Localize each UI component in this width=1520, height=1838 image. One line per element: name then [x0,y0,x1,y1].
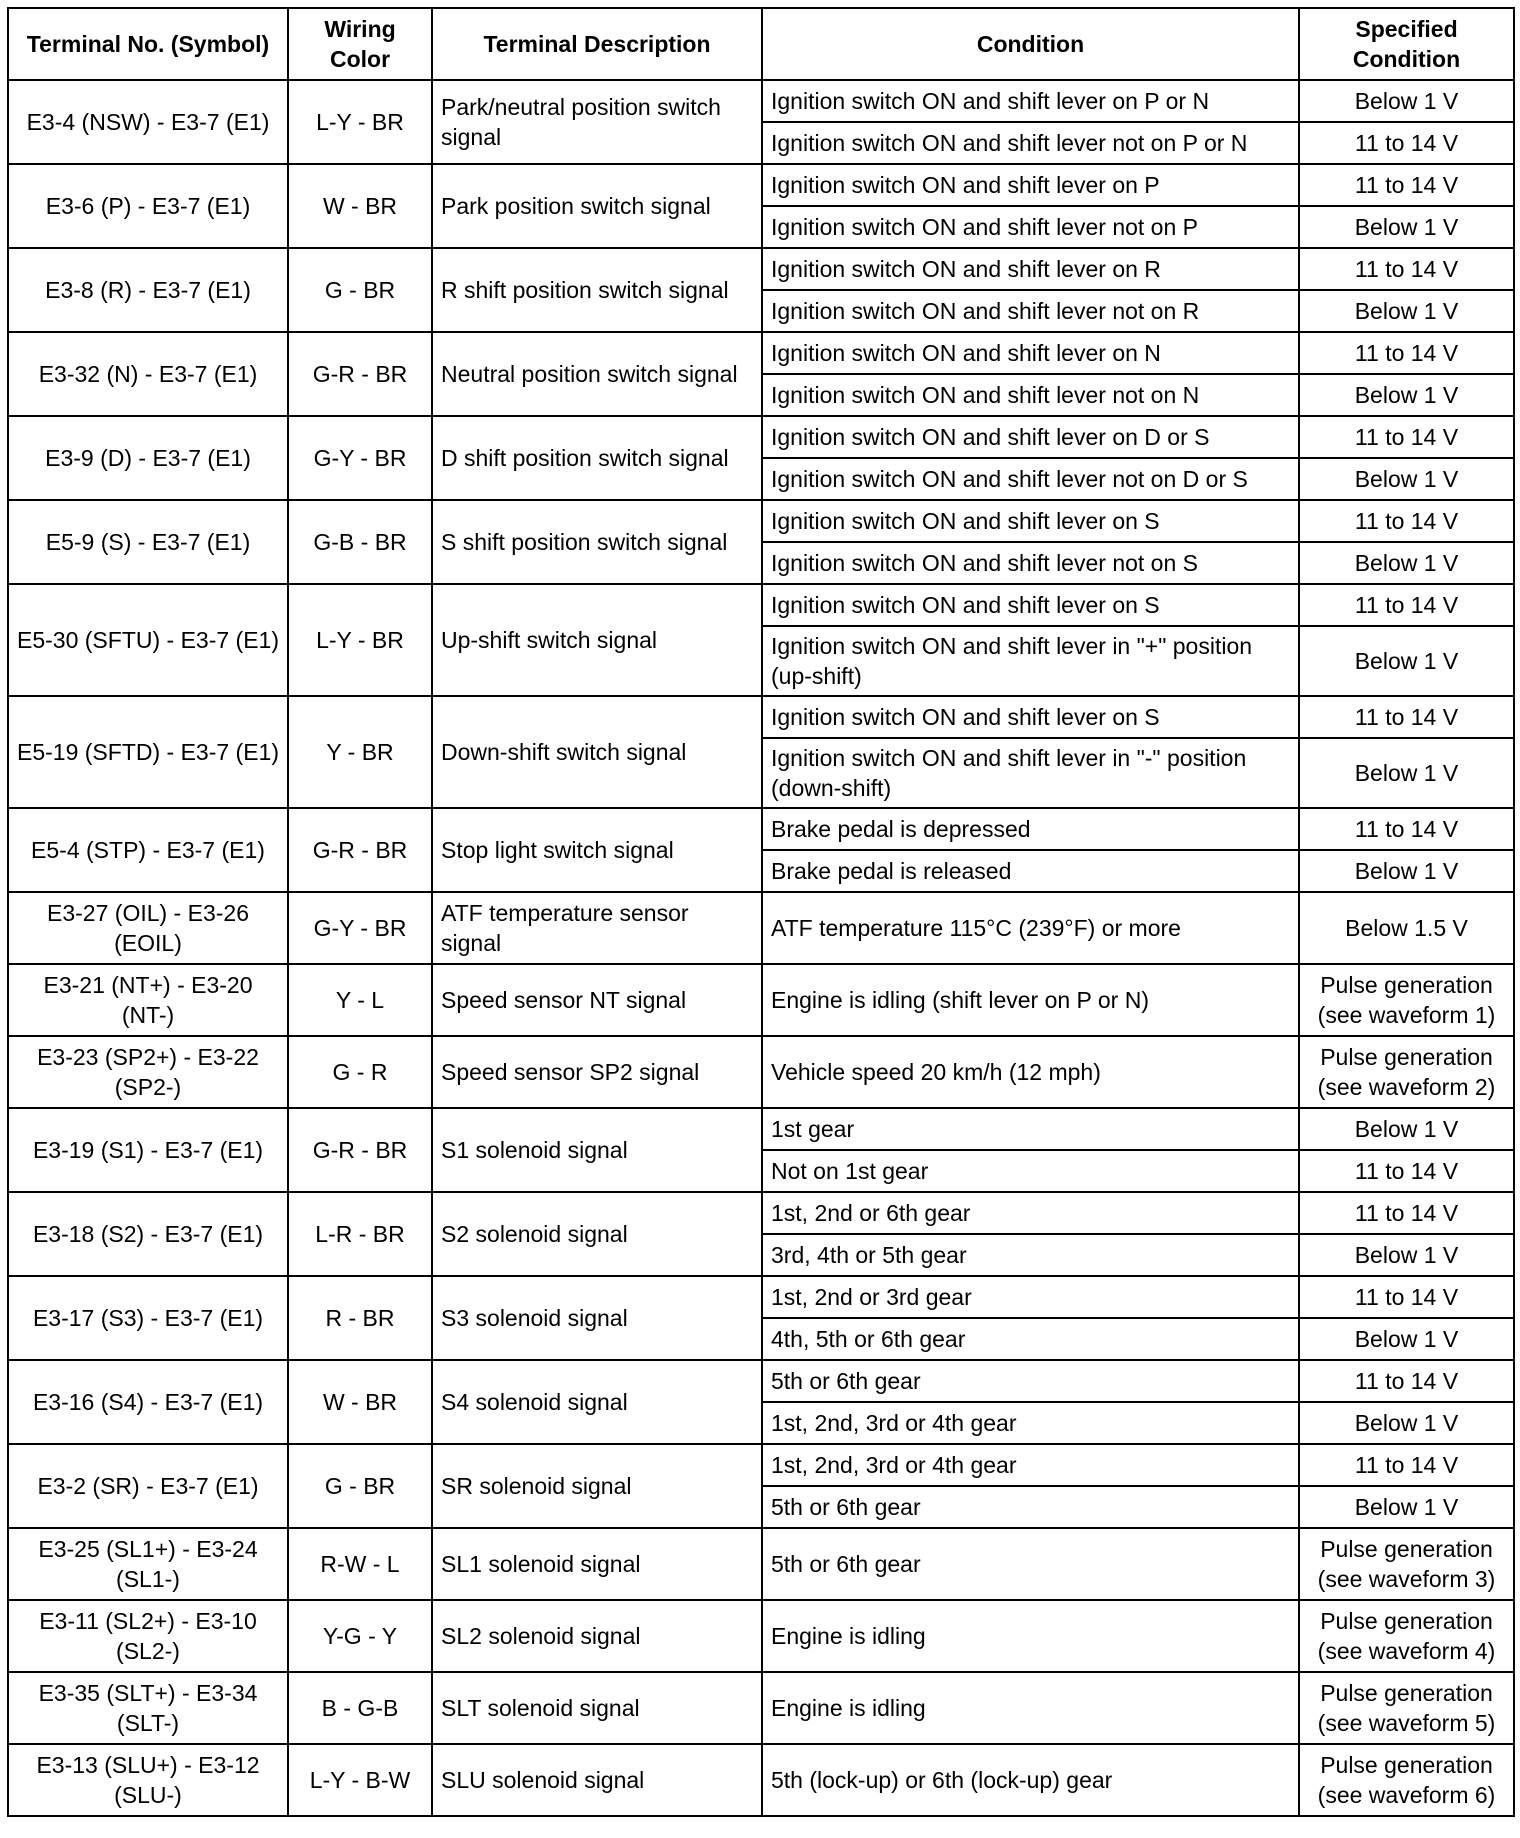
condition-cell: 5th or 6th gear [762,1528,1299,1600]
specified-condition-cell: 11 to 14 V [1299,1150,1514,1192]
specified-condition-cell: Below 1 V [1299,1234,1514,1276]
table-row [8,500,1514,542]
specified-condition-cell: 11 to 14 V [1299,416,1514,458]
table-row [8,1108,1514,1150]
specified-condition-cell: Below 1 V [1299,1318,1514,1360]
wiring-color-cell: G-R - BR [288,808,432,892]
specified-condition-cell: Pulse generation (see waveform 6) [1299,1744,1514,1816]
specified-condition-cell: Below 1 V [1299,542,1514,584]
description-cell: R shift position switch signal [432,248,762,332]
terminal-cell: E3-18 (S2) - E3-7 (E1) [8,1192,288,1276]
wiring-color-cell: G-Y - BR [288,416,432,500]
description-cell: S4 solenoid signal [432,1360,762,1444]
wiring-color-cell: L-Y - BR [288,584,432,696]
condition-cell: Ignition switch ON and shift lever not on D or S [762,458,1299,500]
terminal-cell: E5-19 (SFTD) - E3-7 (E1) [8,696,288,808]
specified-condition-cell: Pulse generation (see waveform 4) [1299,1600,1514,1672]
condition-cell: Engine is idling (shift lever on P or N) [762,964,1299,1036]
wiring-color-cell: L-Y - B-W [288,1744,432,1816]
description-cell: Up-shift switch signal [432,584,762,696]
description-cell: Park/neutral position switch signal [432,80,762,164]
condition-cell: Not on 1st gear [762,1150,1299,1192]
specified-condition-cell: Below 1 V [1299,1108,1514,1150]
description-cell: SL1 solenoid signal [432,1528,762,1600]
terminal-cell: E3-35 (SLT+) - E3-34 (SLT-) [8,1672,288,1744]
header-row [8,8,1514,80]
condition-cell: Ignition switch ON and shift lever not on N [762,374,1299,416]
specified-condition-cell: 11 to 14 V [1299,1276,1514,1318]
specified-condition-cell: Pulse generation (see waveform 5) [1299,1672,1514,1744]
description-cell: SLU solenoid signal [432,1744,762,1816]
terminal-cell: E3-19 (S1) - E3-7 (E1) [8,1108,288,1192]
wiring-color-cell: Y - BR [288,696,432,808]
specified-condition-cell: Below 1 V [1299,458,1514,500]
wiring-color-cell: G-Y - BR [288,892,432,964]
terminal-spec-table [7,7,1515,1817]
specified-condition-cell: 11 to 14 V [1299,1444,1514,1486]
specified-condition-cell: Below 1 V [1299,1486,1514,1528]
terminal-cell: E3-11 (SL2+) - E3-10 (SL2-) [8,1600,288,1672]
specified-condition-cell: Below 1 V [1299,206,1514,248]
condition-cell: 4th, 5th or 6th gear [762,1318,1299,1360]
condition-cell: Engine is idling [762,1600,1299,1672]
condition-cell: Brake pedal is released [762,850,1299,892]
table-row [8,1672,1514,1744]
wiring-color-cell: R-W - L [288,1528,432,1600]
specified-condition-cell: Pulse generation (see waveform 1) [1299,964,1514,1036]
terminal-cell: E3-32 (N) - E3-7 (E1) [8,332,288,416]
condition-cell: 1st, 2nd, 3rd or 4th gear [762,1402,1299,1444]
wiring-color-cell: G - R [288,1036,432,1108]
wiring-color-cell: G-R - BR [288,332,432,416]
specified-condition-cell: Below 1 V [1299,626,1514,696]
specified-condition-cell: 11 to 14 V [1299,808,1514,850]
condition-cell: 5th (lock-up) or 6th (lock-up) gear [762,1744,1299,1816]
condition-cell: Ignition switch ON and shift lever on P [762,164,1299,206]
specified-condition-cell: Below 1 V [1299,290,1514,332]
condition-cell: 5th or 6th gear [762,1486,1299,1528]
description-cell: Park position switch signal [432,164,762,248]
table-row [8,964,1514,1036]
specified-condition-cell: 11 to 14 V [1299,122,1514,164]
wiring-color-cell: R - BR [288,1276,432,1360]
terminal-cell: E3-27 (OIL) - E3-26 (EOIL) [8,892,288,964]
terminal-cell: E3-8 (R) - E3-7 (E1) [8,248,288,332]
header-terminal-description: Terminal Description [432,8,762,80]
condition-cell: Ignition switch ON and shift lever not on P [762,206,1299,248]
terminal-cell: E3-16 (S4) - E3-7 (E1) [8,1360,288,1444]
description-cell: Neutral position switch signal [432,332,762,416]
condition-cell: 1st gear [762,1108,1299,1150]
table-row [8,1600,1514,1672]
header-wiring-color: Wiring Color [288,8,432,80]
table-row [8,696,1514,738]
table-row [8,584,1514,626]
condition-cell: Ignition switch ON and shift lever not on R [762,290,1299,332]
specified-condition-cell: 11 to 14 V [1299,248,1514,290]
table-row [8,808,1514,850]
terminal-cell: E3-23 (SP2+) - E3-22 (SP2-) [8,1036,288,1108]
condition-cell: Ignition switch ON and shift lever not on S [762,542,1299,584]
specified-condition-cell: 11 to 14 V [1299,1360,1514,1402]
terminal-cell: E3-6 (P) - E3-7 (E1) [8,164,288,248]
header-condition: Condition [762,8,1299,80]
condition-cell: Vehicle speed 20 km/h (12 mph) [762,1036,1299,1108]
description-cell: S shift position switch signal [432,500,762,584]
terminal-cell: E3-2 (SR) - E3-7 (E1) [8,1444,288,1528]
table-row [8,1276,1514,1318]
table-row [8,892,1514,964]
condition-cell: Ignition switch ON and shift lever on S [762,500,1299,542]
description-cell: Stop light switch signal [432,808,762,892]
specified-condition-cell: Below 1 V [1299,738,1514,808]
wiring-color-cell: W - BR [288,164,432,248]
condition-cell: 3rd, 4th or 5th gear [762,1234,1299,1276]
description-cell: D shift position switch signal [432,416,762,500]
table-row [8,1192,1514,1234]
condition-cell: Ignition switch ON and shift lever on R [762,248,1299,290]
table-row [8,332,1514,374]
condition-cell: Engine is idling [762,1672,1299,1744]
condition-cell: Ignition switch ON and shift lever in "+" position (up-shift) [762,626,1299,696]
specified-condition-cell: 11 to 14 V [1299,164,1514,206]
condition-cell: 1st, 2nd, 3rd or 4th gear [762,1444,1299,1486]
terminal-cell: E3-17 (S3) - E3-7 (E1) [8,1276,288,1360]
wiring-color-cell: Y-G - Y [288,1600,432,1672]
specified-condition-cell: 11 to 14 V [1299,584,1514,626]
terminal-cell: E3-9 (D) - E3-7 (E1) [8,416,288,500]
specified-condition-cell: Below 1 V [1299,1402,1514,1444]
description-cell: Down-shift switch signal [432,696,762,808]
table-row [8,1528,1514,1600]
condition-cell: 1st, 2nd or 6th gear [762,1192,1299,1234]
wiring-color-cell: B - G-B [288,1672,432,1744]
description-cell: Speed sensor SP2 signal [432,1036,762,1108]
condition-cell: 5th or 6th gear [762,1360,1299,1402]
specified-condition-cell: 11 to 14 V [1299,500,1514,542]
condition-cell: Ignition switch ON and shift lever on N [762,332,1299,374]
specified-condition-cell: Below 1 V [1299,374,1514,416]
condition-cell: Ignition switch ON and shift lever on D or S [762,416,1299,458]
wiring-color-cell: G - BR [288,1444,432,1528]
table-row [8,1744,1514,1816]
wiring-color-cell: W - BR [288,1360,432,1444]
wiring-color-cell: G-R - BR [288,1108,432,1192]
wiring-color-cell: G-B - BR [288,500,432,584]
terminal-cell: E3-13 (SLU+) - E3-12 (SLU-) [8,1744,288,1816]
specified-condition-cell: 11 to 14 V [1299,332,1514,374]
condition-cell: Ignition switch ON and shift lever on S [762,584,1299,626]
description-cell: Speed sensor NT signal [432,964,762,1036]
description-cell: SR solenoid signal [432,1444,762,1528]
description-cell: S1 solenoid signal [432,1108,762,1192]
specified-condition-cell: Below 1.5 V [1299,892,1514,964]
specified-condition-cell: Below 1 V [1299,850,1514,892]
condition-cell: Ignition switch ON and shift lever in "-" position (down-shift) [762,738,1299,808]
description-cell: ATF temperature sensor signal [432,892,762,964]
table-row [8,1444,1514,1486]
terminal-cell: E5-9 (S) - E3-7 (E1) [8,500,288,584]
specified-condition-cell: 11 to 14 V [1299,1192,1514,1234]
description-cell: SLT solenoid signal [432,1672,762,1744]
terminal-cell: E3-25 (SL1+) - E3-24 (SL1-) [8,1528,288,1600]
specified-condition-cell: Pulse generation (see waveform 2) [1299,1036,1514,1108]
table-row [8,1036,1514,1108]
header-terminal: Terminal No. (Symbol) [8,8,288,80]
description-cell: S3 solenoid signal [432,1276,762,1360]
terminal-cell: E3-21 (NT+) - E3-20 (NT-) [8,964,288,1036]
terminal-cell: E5-30 (SFTU) - E3-7 (E1) [8,584,288,696]
header-specified-condition: Specified Condition [1299,8,1514,80]
table-row [8,164,1514,206]
wiring-color-cell: L-R - BR [288,1192,432,1276]
table-row [8,416,1514,458]
table-row [8,1360,1514,1402]
condition-cell: 1st, 2nd or 3rd gear [762,1276,1299,1318]
specified-condition-cell: Pulse generation (see waveform 3) [1299,1528,1514,1600]
terminal-cell: E5-4 (STP) - E3-7 (E1) [8,808,288,892]
table-row [8,248,1514,290]
specified-condition-cell: Below 1 V [1299,80,1514,122]
description-cell: S2 solenoid signal [432,1192,762,1276]
condition-cell: Ignition switch ON and shift lever not on P or N [762,122,1299,164]
terminal-cell: E3-4 (NSW) - E3-7 (E1) [8,80,288,164]
wiring-color-cell: Y - L [288,964,432,1036]
description-cell: SL2 solenoid signal [432,1600,762,1672]
table-body [8,80,1514,1816]
condition-cell: Brake pedal is depressed [762,808,1299,850]
condition-cell: Ignition switch ON and shift lever on S [762,696,1299,738]
table-row [8,80,1514,122]
wiring-color-cell: L-Y - BR [288,80,432,164]
specified-condition-cell: 11 to 14 V [1299,696,1514,738]
condition-cell: Ignition switch ON and shift lever on P or N [762,80,1299,122]
condition-cell: ATF temperature 115°C (239°F) or more [762,892,1299,964]
wiring-color-cell: G - BR [288,248,432,332]
